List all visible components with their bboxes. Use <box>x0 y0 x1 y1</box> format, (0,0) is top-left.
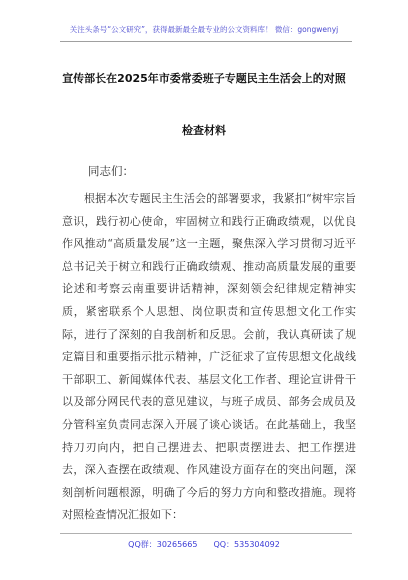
document-title-continued: 检查材料 <box>182 124 226 137</box>
document-title: 宣传部长在2025年市委常委班子专题民主生活会上的对照 <box>62 72 346 85</box>
footer-contact: QQ群：30265665 QQ：535304092 <box>128 540 280 549</box>
salutation: 同志们： <box>88 164 134 178</box>
header-notice: 关注头条号“公文研究”，获得最新最全最专业的公文资料库！ 微信：gongwenyj <box>69 25 339 34</box>
header-divider <box>60 41 352 42</box>
footer-divider <box>60 533 352 534</box>
body-paragraph: 根据本次专题民主生活会的部署要求，我紧扣“树牢宗旨意识，践行初心使命，牢固树立和践行正确政绩观，以优良作风推动“高质量发展”这一主题，聚焦深入学习贯彻习近平总书记关于树立和践行正确政绩观、推动高质量发展的重要论述和考察云南重要讲话精神，深刻领会纪律规定精神实质，紧密联系个人思想、岗位职责和宣传思想文化工作实际，进行了深刻的自我剖析和反思。会前，我认真研读了规定篇目和重要指示批示精神，广泛征求了宣传思想文化战线干部职工、新闻媒体代表、基层文化工作者、理论宣讲骨干以及部分网民代表的意见建议，与班子成员、部务会成员及分管科室负责同志深入开展了谈心谈话。在此基础上，我坚持刀刃向内，把自己摆进去、把职责摆进去、把工作摆进去，深入查摆在政绩观、作风建设方面存在的突出问题，深刻剖析问题根源，明确了今后的努力方向和整改措施。现将对照检查情况汇报如下： <box>62 192 356 522</box>
